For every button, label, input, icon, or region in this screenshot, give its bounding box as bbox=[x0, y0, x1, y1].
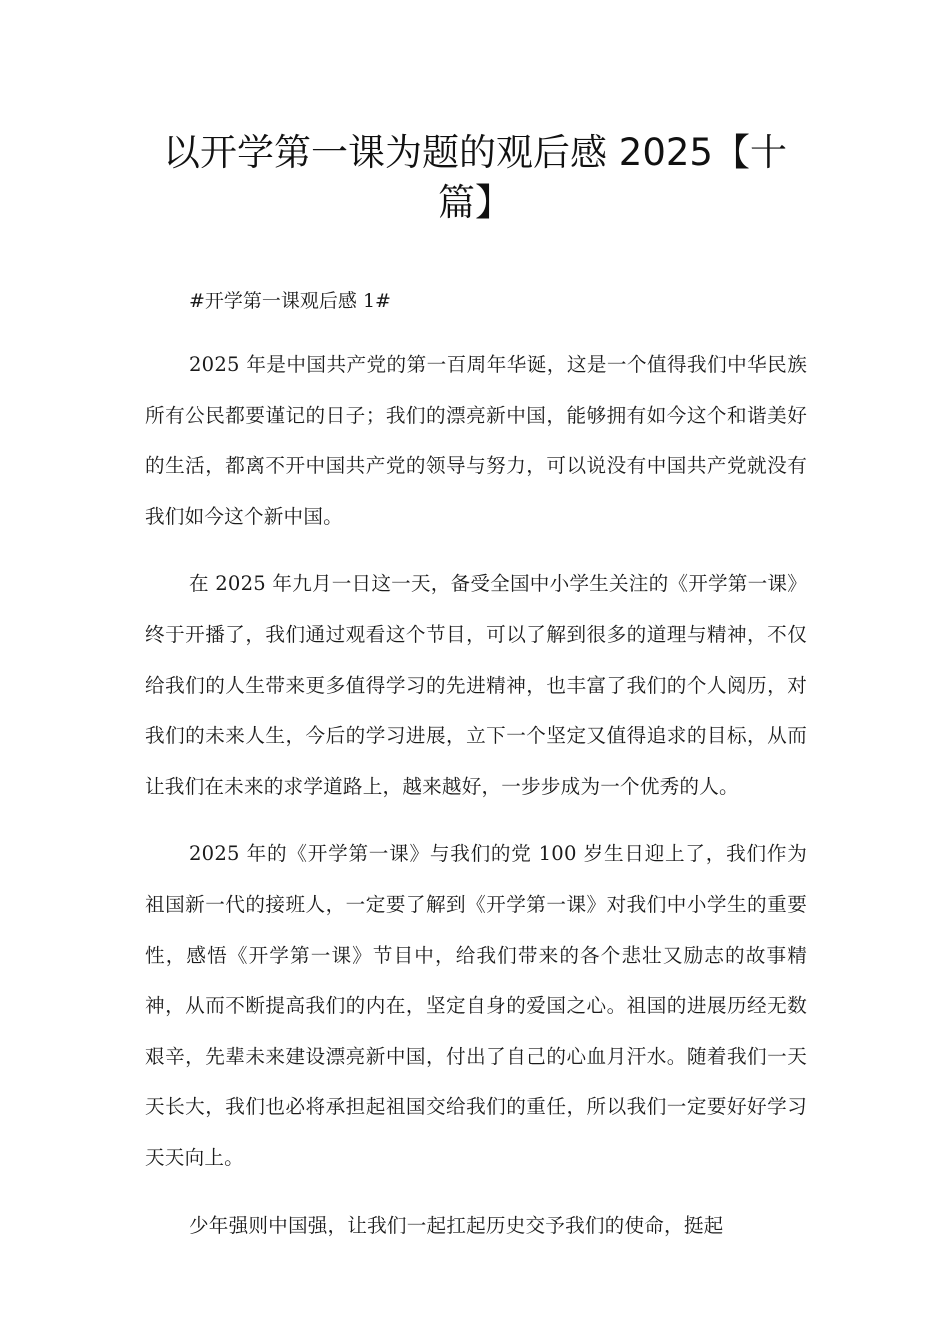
section-heading: #开学第一课观后感 1# bbox=[189, 290, 391, 312]
paragraph-4: 少年强则中国强，让我们一起扛起历史交予我们的使命，挺起 bbox=[189, 1213, 724, 1237]
document-title bbox=[140, 128, 810, 228]
paragraph-3: 2025 年的《开学第一课》与我们的党 100 岁生日迎上了，我们作为祖国新一代的接班人，一定要了解到《开学第一课》对我们中小学生的重要性，感悟《开学第一课》节目中，给我们带来的各个悲壮又励志的故事精神，从而不断提高我们的内在，坚定自身的爱国之心。祖国的进展历经无数艰辛，先辈未来建设漂亮新中国，付出了自己的心血月汗水。随着我们一天天长大，我们也必将承担起祖国交给我们的重任，所以我们一定要好好学习天天向上。 bbox=[145, 842, 807, 1169]
document-title-line-2: 篇】 bbox=[438, 181, 512, 224]
document-body bbox=[145, 285, 807, 1251]
paragraph-1: 2025 年是中国共产党的第一百周年华诞，这是一个值得我们中华民族所有公民都要谨记的日子；我们的漂亮新中国，能够拥有如今这个和谐美好的生活，都离不开中国共产党的领导与努力，可以说没有中国共产党就没有我们如今这个新中国。 bbox=[145, 353, 807, 528]
paragraph-2: 在 2025 年九月一日这一天，备受全国中小学生关注的《开学第一课》终于开播了，我们通过观看这个节目，可以了解到很多的道理与精神，不仅给我们的人生带来更多值得学习的先进精神，也丰富了我们的个人阅历，对我们的未来人生，今后的学习进展，立下一个坚定又值得追求的目标，从而让我们在未来的求学道路上，越来越好，一步步成为一个优秀的人。 bbox=[145, 572, 807, 798]
document-title-line-1: 以开学第一课为题的观后感 2025【十 bbox=[163, 131, 787, 174]
